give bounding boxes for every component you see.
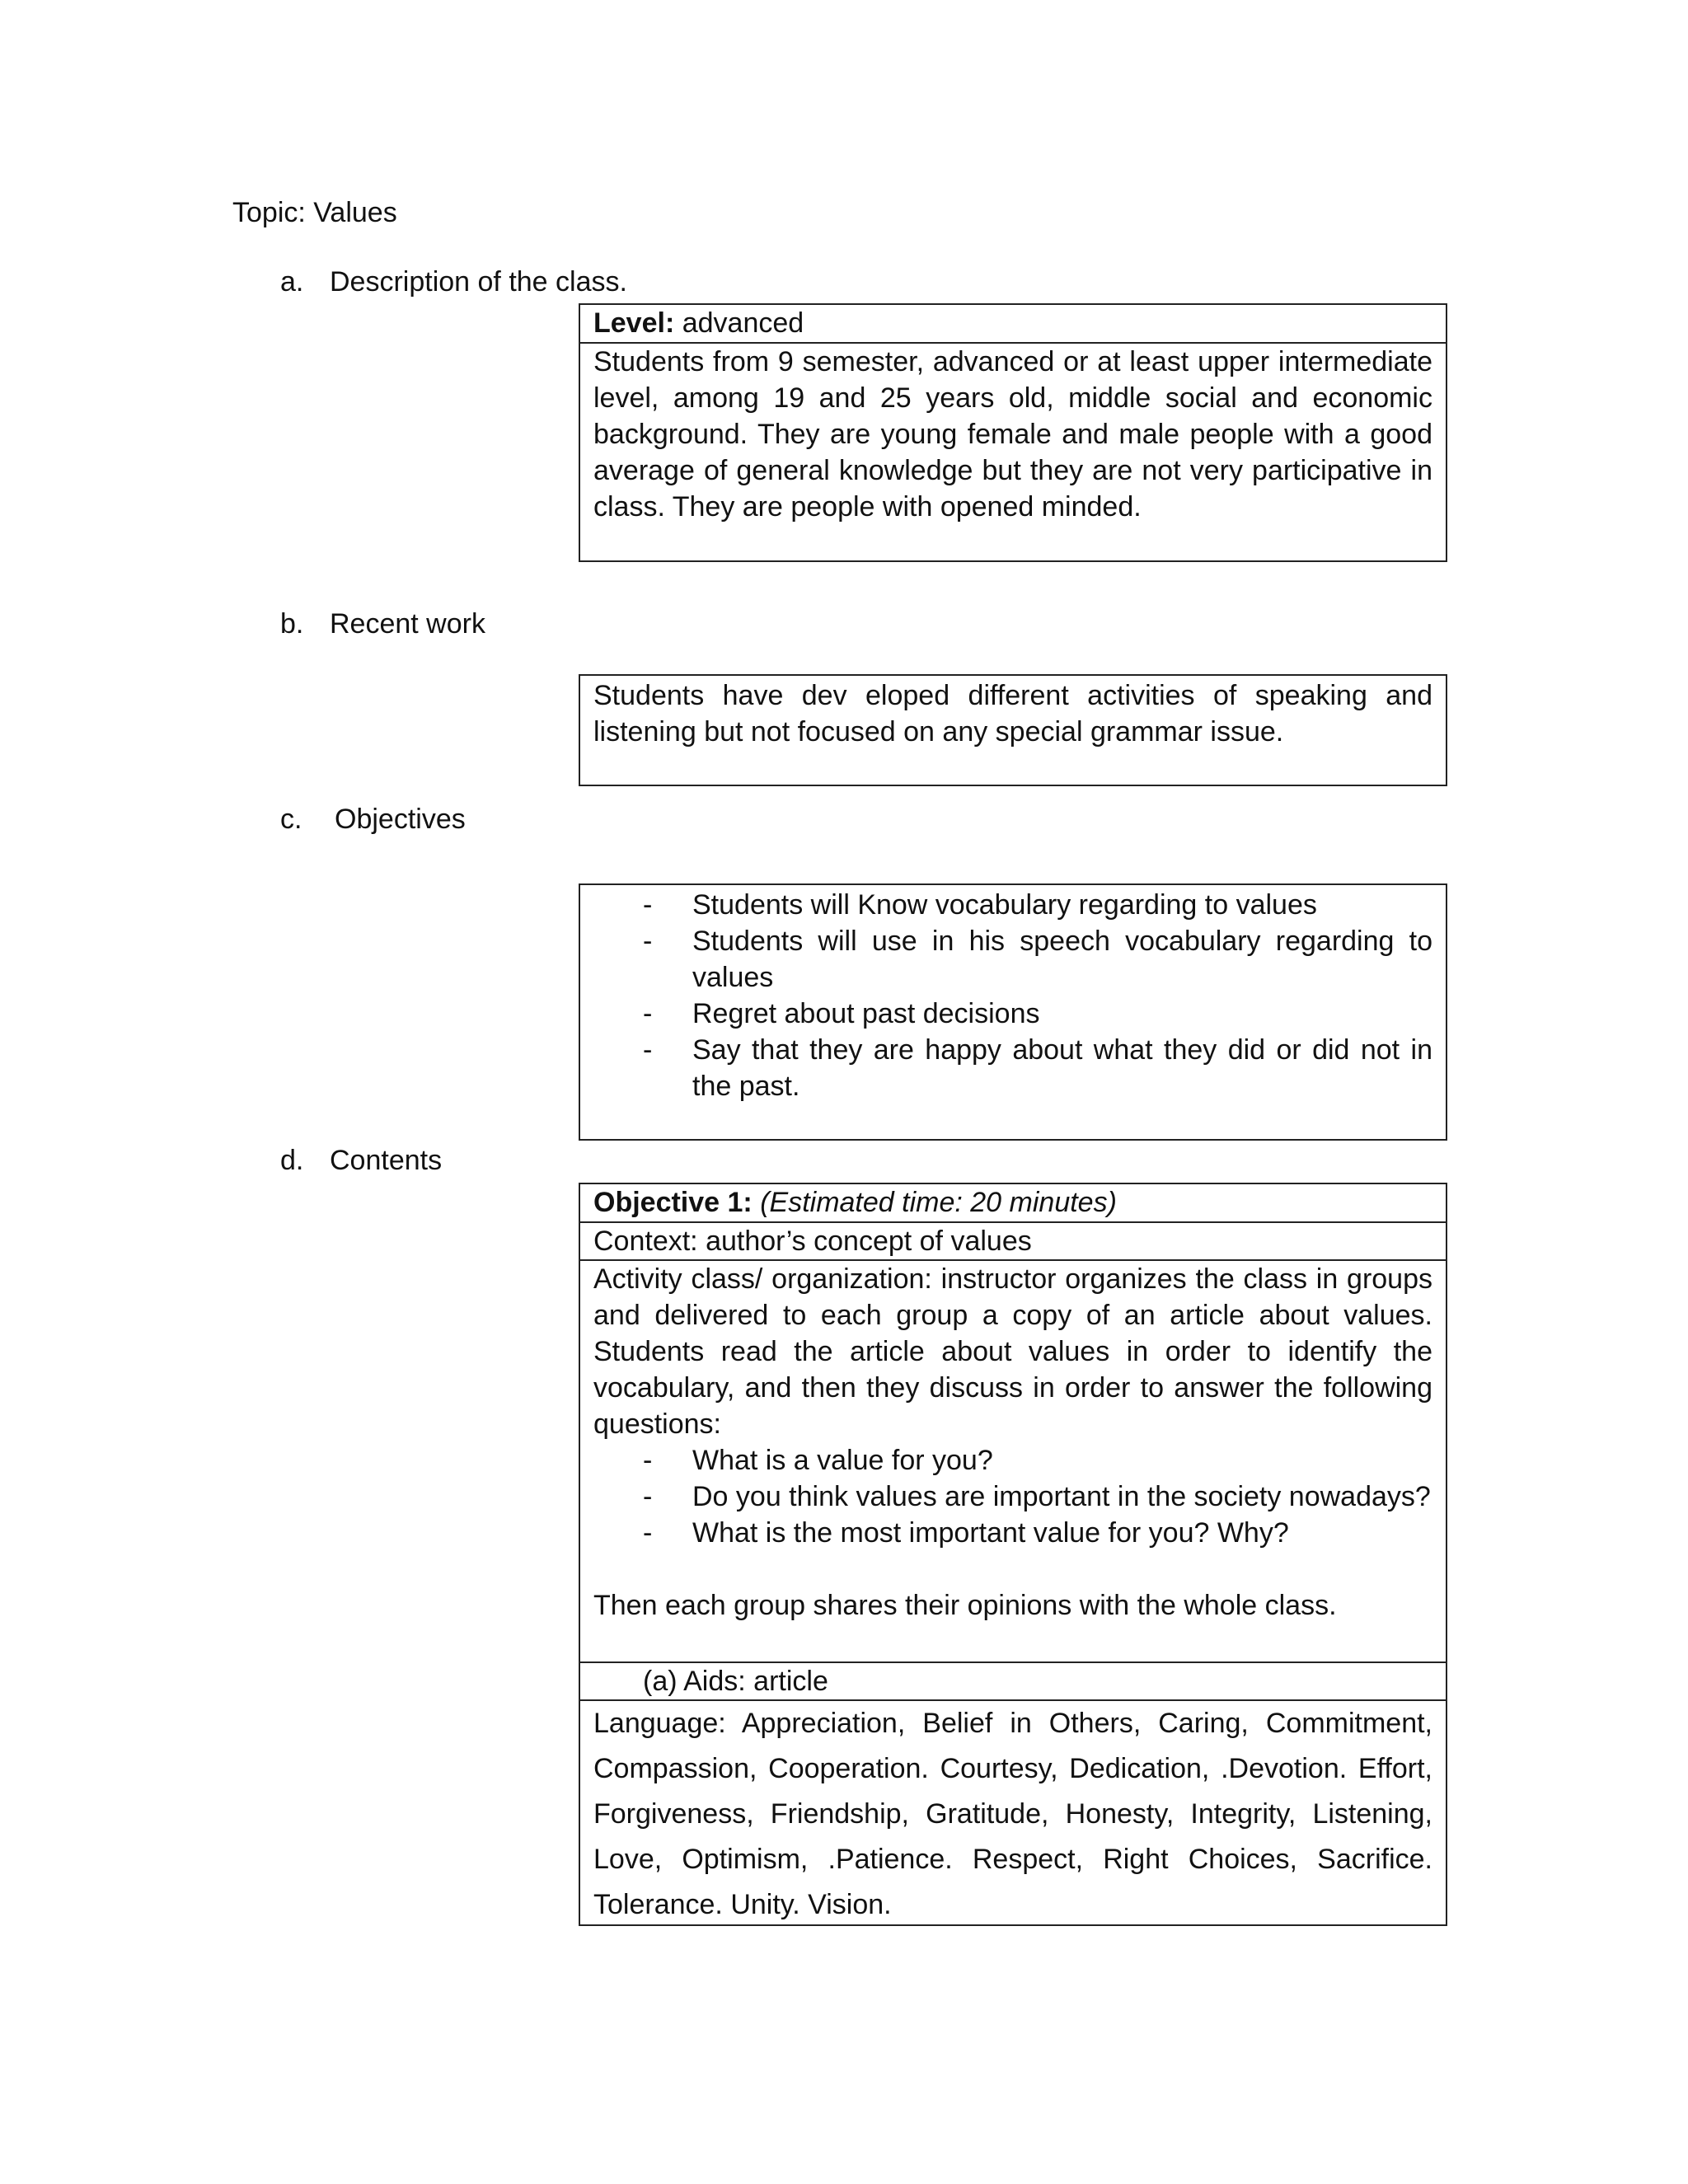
recent-work-text: Students have dev eloped different activities of speaking and listening but not focused on any special grammar issue. <box>593 680 1432 748</box>
list-item <box>593 1479 1432 1515</box>
level-row <box>580 305 1446 344</box>
objective-label: Objective 1: <box>593 1187 753 1218</box>
dash-bullet: - <box>643 889 653 921</box>
list-item-text: What is a value for you? <box>692 1445 993 1476</box>
list-item <box>593 923 1432 996</box>
class-description-text: Students from 9 semester, advanced or at least upper intermediate level, among 19 and 25 years old, middle social and economic background. They are young female and male people with a good average of general knowledge but they are not very participative in class. They are people with opened minded. <box>593 346 1432 523</box>
dash-bullet: - <box>643 998 653 1029</box>
list-item-text: What is the most important value for you? Why? <box>692 1517 1289 1549</box>
list-item-text: Do you think values are important in the society nowadays? <box>692 1481 1431 1512</box>
activity-row <box>580 1261 1446 1663</box>
estimated-time: (Estimated time: 20 minutes) <box>760 1187 1117 1218</box>
dash-bullet: - <box>643 1481 653 1512</box>
list-item-text: Students will Know vocabulary regarding to values <box>692 889 1317 921</box>
questions-list <box>593 1442 1432 1551</box>
activity-text: Activity class/ organization: instructor organizes the class in groups and delivered to each group a copy of an article about values. Students read the article about values in order to identify the vocabulary, and then they discuss in order to answer the following questions: <box>593 1263 1432 1440</box>
list-item-text: Say that they are happy about what they did or did not in the past. <box>692 1034 1432 1102</box>
dash-bullet: - <box>643 1445 653 1476</box>
closing-text: Then each group shares their opinions with the whole class. <box>593 1590 1337 1621</box>
context-row: Context: author’s concept of values <box>580 1223 1446 1261</box>
language-row: Language: Appreciation, Belief in Others, Caring, Commitment, Compassion, Cooperation. Courtesy, Dedication, .Devotion. Effort, Forgiveness, Friendship, Gratitude, Honesty, Integrity, Listening, Love, Optimism, .Patience. Respect, Right Choices, Sacrifice. Tolerance. Unity. Vision. <box>593 1708 1432 1920</box>
section-title: Objectives <box>335 804 466 835</box>
objectives-table <box>579 883 1447 1141</box>
dash-bullet: - <box>643 1034 653 1066</box>
list-item <box>593 1032 1432 1104</box>
page-title: Topic: Values <box>232 197 397 228</box>
recent-work-table <box>579 674 1447 786</box>
level-value: advanced <box>682 307 804 339</box>
section-letter: c. <box>280 804 302 835</box>
contents-table <box>579 1183 1447 1926</box>
section-letter: d. <box>280 1145 304 1176</box>
dash-bullet: - <box>643 926 653 957</box>
list-item <box>593 887 1432 923</box>
section-title: Recent work <box>330 608 485 640</box>
list-item <box>593 1515 1432 1551</box>
section-letter: b. <box>280 608 304 640</box>
aids-row: (a) Aids: article <box>580 1663 1446 1701</box>
objectives-list <box>593 887 1432 1104</box>
class-description-table <box>579 303 1447 562</box>
list-item <box>593 996 1432 1032</box>
section-title: Description of the class. <box>330 266 627 298</box>
list-item-text: Students will use in his speech vocabulary regarding to values <box>692 926 1432 993</box>
objectives-cell <box>580 885 1446 1108</box>
list-item <box>593 1442 1432 1479</box>
dash-bullet: - <box>643 1517 653 1549</box>
level-label: Level: <box>593 307 675 339</box>
list-item-text: Regret about past decisions <box>692 998 1040 1029</box>
section-letter: a. <box>280 266 304 298</box>
section-title: Contents <box>330 1145 443 1176</box>
objective-row <box>580 1184 1446 1223</box>
